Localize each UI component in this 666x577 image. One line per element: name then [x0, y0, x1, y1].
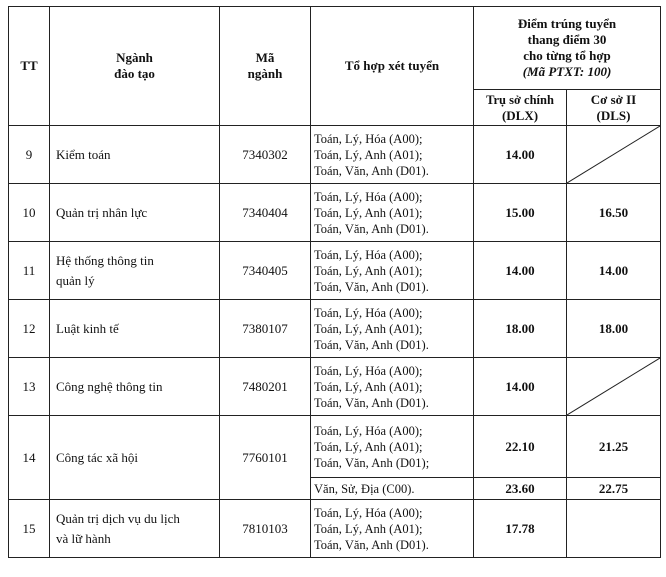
- score-dlx: 15.00: [474, 184, 567, 242]
- score-dlx-c00: 23.60: [474, 478, 567, 500]
- diagonal-slash-icon: [567, 358, 660, 415]
- row-combination-c00: Văn, Sử, Địa (C00).: [311, 478, 474, 500]
- combo-a01: Toán, Lý, Anh (A01);: [314, 147, 423, 162]
- row-major-name-line1: Quản trị nhân lực: [56, 204, 148, 220]
- combo-a00: Toán, Lý, Hóa (A00);: [314, 131, 423, 146]
- row-combination: [311, 300, 474, 358]
- table-row: [9, 300, 661, 358]
- header-campus-two-line1: Cơ sở II: [590, 91, 637, 107]
- score-dlx: 14.00: [474, 126, 567, 184]
- score-dlx: 14.00: [474, 358, 567, 416]
- header-major-line2: đào tạo: [114, 66, 155, 81]
- row-combination: [311, 242, 474, 300]
- header-tt: TT: [9, 7, 50, 126]
- combo-a01: Toán, Lý, Anh (A01);: [314, 321, 423, 336]
- score-dlx: 17.78: [474, 500, 567, 558]
- table-row: [9, 126, 661, 184]
- row-combination: [311, 500, 474, 558]
- diagonal-slash-icon: [567, 126, 660, 183]
- row-major-name: [50, 416, 220, 500]
- row-major-name-line2: và lữ hành: [56, 530, 111, 546]
- row-combination: [311, 126, 474, 184]
- header-campus-main: [474, 90, 567, 126]
- combo-d01: Toán, Văn, Anh (D01).: [314, 279, 429, 294]
- row-major-name-line1: Quản trị dịch vụ du lịch: [56, 510, 180, 526]
- row-code: 7340302: [220, 126, 311, 184]
- combo-a00: Toán, Lý, Hóa (A00);: [314, 305, 423, 320]
- combo-a01: Toán, Lý, Anh (A01);: [314, 263, 423, 278]
- header-campus-two-line2: (DLS): [596, 107, 631, 123]
- row-major-name-line1: Luật kinh tế: [56, 320, 119, 336]
- combo-a00: Toán, Lý, Hóa (A00);: [314, 189, 423, 204]
- score-dlx: 22.10: [474, 416, 567, 478]
- table-row: [9, 500, 661, 558]
- row-code: 7340405: [220, 242, 311, 300]
- row-tt: 11: [9, 242, 50, 300]
- table-row: [9, 184, 661, 242]
- combo-d01: Toán, Văn, Anh (D01).: [314, 221, 429, 236]
- header-score-line4: (Mã PTXT: 100): [522, 64, 612, 79]
- row-tt: 10: [9, 184, 50, 242]
- score-dls-c00: 22.75: [567, 478, 661, 500]
- header-campus-main-line1: Trụ sở chính: [486, 92, 554, 107]
- score-dls: [567, 500, 661, 558]
- row-code: 7760101: [220, 416, 311, 500]
- header-code-line2: ngành: [247, 66, 283, 81]
- combo-a01: Toán, Lý, Anh (A01);: [314, 521, 423, 536]
- combo-a00: Toán, Lý, Hóa (A00);: [314, 363, 423, 378]
- header-campus-two: [567, 90, 661, 126]
- row-major-name: [50, 358, 220, 416]
- row-code: 7340404: [220, 184, 311, 242]
- header-score-line1: Điểm trúng tuyển: [517, 16, 617, 31]
- header-major-line1: Ngành: [116, 50, 153, 65]
- combo-a00: Toán, Lý, Hóa (A00);: [314, 247, 423, 262]
- row-major-name: [50, 126, 220, 184]
- row-code: 7380107: [220, 300, 311, 358]
- score-dlx: 14.00: [474, 242, 567, 300]
- table-row: [9, 242, 661, 300]
- row-combination: [311, 184, 474, 242]
- combo-d01: Toán, Văn, Anh (D01).: [314, 537, 429, 552]
- row-tt: 9: [9, 126, 50, 184]
- score-dls-not-applicable: [567, 126, 661, 184]
- combo-a00: Toán, Lý, Hóa (A00);: [314, 505, 423, 520]
- row-major-name: [50, 300, 220, 358]
- score-dls: 14.00: [567, 242, 661, 300]
- row-combination: [311, 358, 474, 416]
- combo-a00: Toán, Lý, Hóa (A00);: [314, 423, 423, 438]
- header-code: [220, 7, 311, 126]
- row-major-name-line1: Kiểm toán: [56, 146, 111, 162]
- row-combination: [311, 416, 474, 478]
- row-major-name: [50, 184, 220, 242]
- header-combination: Tổ hợp xét tuyển: [311, 7, 474, 126]
- combo-d01: Toán, Văn, Anh (D01).: [314, 395, 429, 410]
- table-row: [9, 358, 661, 416]
- header-score: [474, 7, 661, 90]
- admission-score-table-page: [8, 6, 660, 558]
- row-major-name-line1: Hệ thống thông tin: [56, 252, 154, 268]
- score-dls: 18.00: [567, 300, 661, 358]
- header-score-line2: thang điểm 30: [527, 32, 607, 47]
- combo-a01: Toán, Lý, Anh (A01);: [314, 205, 423, 220]
- row-major-name-line2: quản lý: [56, 272, 95, 288]
- row-code: 7810103: [220, 500, 311, 558]
- score-dls-not-applicable: [567, 358, 661, 416]
- combo-d01: Toán, Văn, Anh (D01);: [314, 455, 430, 470]
- row-tt: 14: [9, 416, 50, 500]
- row-major-name-line1: Công tác xã hội: [56, 449, 138, 465]
- score-dls: 16.50: [567, 184, 661, 242]
- table-row: [9, 416, 661, 478]
- score-dls: 21.25: [567, 416, 661, 478]
- admission-score-table: [8, 6, 661, 558]
- row-major-name-line1: Công nghệ thông tin: [56, 378, 163, 394]
- row-tt: 12: [9, 300, 50, 358]
- header-code-line1: Mã: [255, 50, 275, 65]
- row-code: 7480201: [220, 358, 311, 416]
- combo-d01: Toán, Văn, Anh (D01).: [314, 337, 429, 352]
- combo-a01: Toán, Lý, Anh (A01);: [314, 439, 423, 454]
- header-major: [50, 7, 220, 126]
- combo-a01: Toán, Lý, Anh (A01);: [314, 379, 423, 394]
- row-tt: 13: [9, 358, 50, 416]
- combo-d01: Toán, Văn, Anh (D01).: [314, 163, 429, 178]
- row-major-name: [50, 500, 220, 558]
- header-campus-main-line2: (DLX): [501, 107, 539, 123]
- row-major-name: [50, 242, 220, 300]
- row-tt: 15: [9, 500, 50, 558]
- header-score-line3: cho từng tổ hợp: [523, 48, 611, 63]
- score-dlx: 18.00: [474, 300, 567, 358]
